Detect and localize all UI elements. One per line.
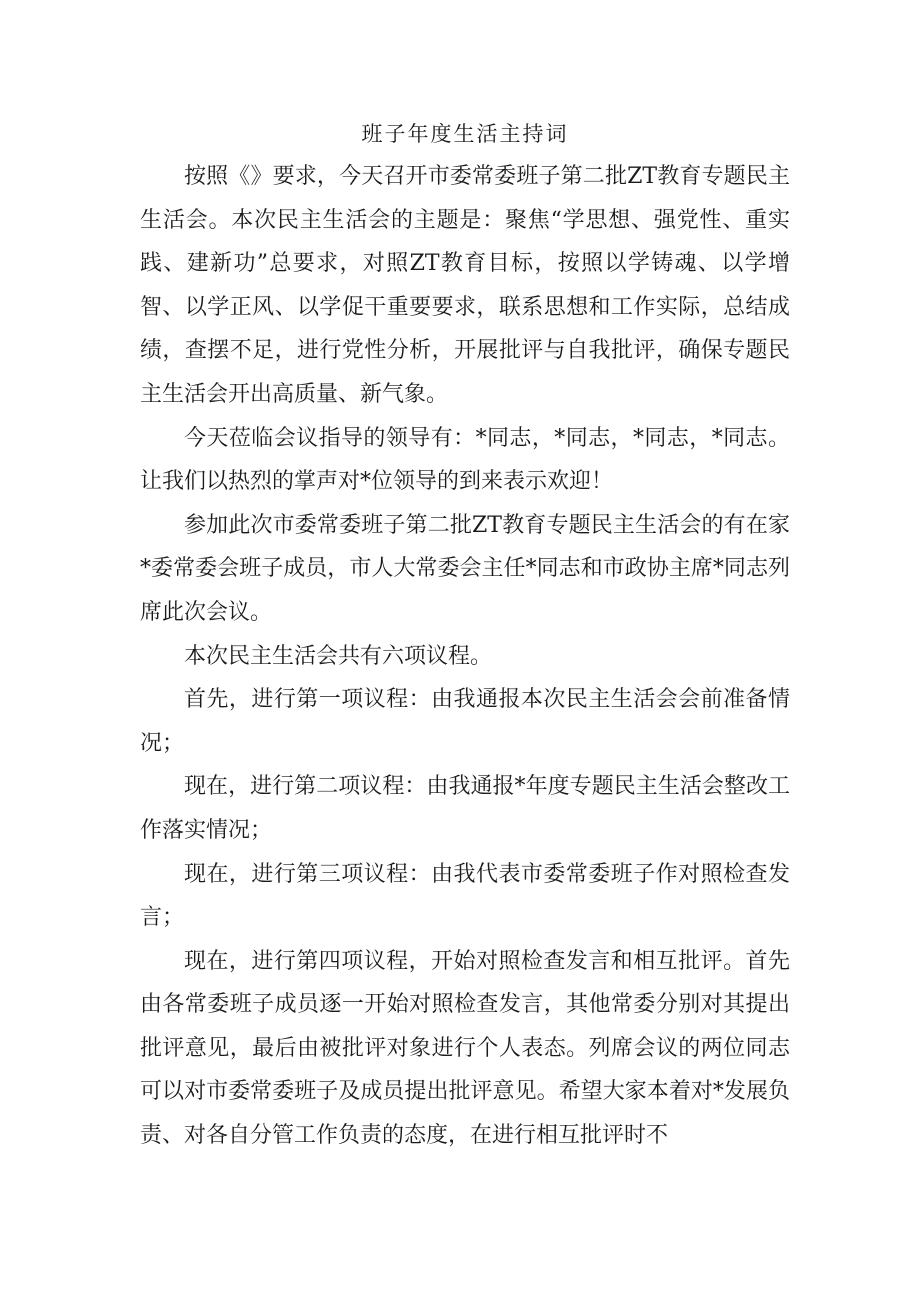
paragraph-leaders: 今天莅临会议指导的领导有：*同志，*同志，*同志，*同志。让我们以热烈的掌声对*位领导的到来表示欢迎！ — [140, 425, 790, 495]
paragraph-agenda-1: 首先，进行第一项议程：由我通报本次民主生活会会前准备情况； — [140, 687, 790, 756]
paragraph-agenda-3: 现在，进行第三项议程：由我代表市委常委班子作对照检查发言； — [140, 861, 790, 931]
document-title: 班子年度生活主持词 — [361, 122, 569, 146]
paragraph-agenda-4: 现在，进行第四项议程，开始对照检查发言和相互批评。首先由各常委班子成员逐一开始对照检查发言，其他常委分别对其提出批评意见，最后由被批评对象进行个人表态。列席会议的两位同志可以对市委常委班子及成员提出批评意见。希望大家本着对*发展负责、对各自分管工作负责的态度，在进行相互批评时不 — [140, 948, 790, 1149]
paragraph-attendees: 参加此次市委常委班子第二批ZT教育专题民主生活会的有在家*委常委会班子成员，市人大常委会主任*同志和市政协主席*同志列席此次会议。 — [140, 512, 790, 625]
document-body — [140, 155, 790, 1158]
paragraph-agenda-2: 现在，进行第二项议程：由我通报*年度专题民主生活会整改工作落实情况； — [140, 774, 790, 843]
paragraph-agenda-count: 本次民主生活会共有六项议程。 — [184, 643, 493, 669]
paragraph-intro: 按照《》要求，今天召开市委常委班子第二批ZT教育专题民主生活会。本次民主生活会的主题是：聚焦“学思想、强党性、重实践、建新功”总要求，对照ZT教育目标，按照以学铸魂、以学增智、以学正风、以学促干重要要求，联系思想和工作实际，总结成绩，查摆不足，进行党性分析，开展批评与自我批评，确保专题民主生活会开出高质量、新气象。 — [140, 164, 790, 407]
